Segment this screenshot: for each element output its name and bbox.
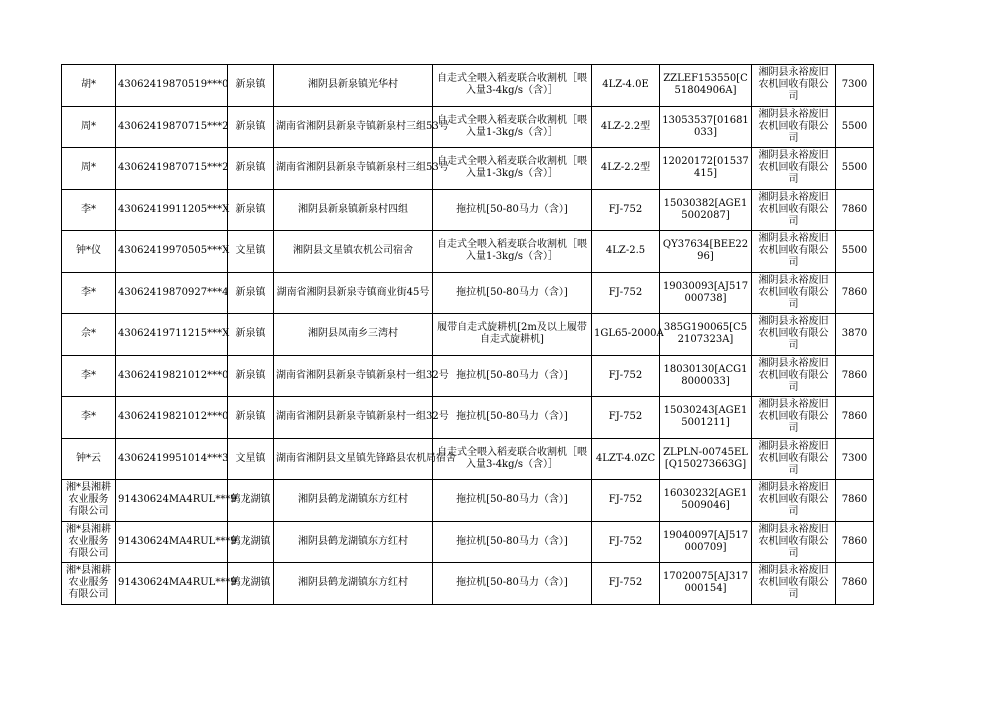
cell-serial-number: 13053537[01681033] [660,106,752,148]
cell-amount: 7860 [836,189,874,231]
cell-town: 新泉镇 [228,355,274,397]
cell-id-number: 43062419911205***X [116,189,228,231]
cell-address: 湖南省湘阴县新泉寺镇新泉村一组32号 [274,355,433,397]
cell-amount: 7860 [836,355,874,397]
cell-name: 李* [62,272,116,314]
cell-machine-type: 自走式全喂入稻麦联合收割机［喂入量1-3kg/s（含）］ [433,231,592,273]
cell-model: FJ-752 [592,272,660,314]
cell-amount: 3870 [836,314,874,356]
cell-recycler: 湘阴县永裕废旧农机回收有限公司 [752,65,836,107]
cell-id-number: 43062419870519***0 [116,65,228,107]
cell-id-number: 43062419821012***0 [116,397,228,439]
cell-town: 文星镇 [228,231,274,273]
cell-recycler: 湘阴县永裕废旧农机回收有限公司 [752,438,836,480]
cell-name: 钟*仪 [62,231,116,273]
table-row [62,397,874,439]
table-row [62,563,874,605]
cell-amount: 7860 [836,397,874,439]
cell-serial-number: 19040097[AJ517000709] [660,521,752,563]
cell-machine-type: 拖拉机[50-80马力（含）] [433,397,592,439]
cell-recycler: 湘阴县永裕废旧农机回收有限公司 [752,106,836,148]
table-row [62,106,874,148]
cell-serial-number: 17020075[AJ317000154] [660,563,752,605]
cell-serial-number: ZZLEF153550[C51804906A] [660,65,752,107]
recycling-table [61,64,874,605]
cell-address: 湘阴县新泉镇光华村 [274,65,433,107]
cell-amount: 7860 [836,480,874,522]
cell-recycler: 湘阴县永裕废旧农机回收有限公司 [752,397,836,439]
cell-amount: 7300 [836,65,874,107]
cell-town: 新泉镇 [228,272,274,314]
cell-serial-number: 385G190065[C52107323A] [660,314,752,356]
cell-address: 湖南省湘阴县文星镇先锋路县农机局宿舍 [274,438,433,480]
cell-address: 湘阴县鹤龙湖镇东方红村 [274,521,433,563]
cell-recycler: 湘阴县永裕废旧农机回收有限公司 [752,148,836,190]
cell-id-number: 43062419821012***0 [116,355,228,397]
cell-machine-type: 自走式全喂入稻麦联合收割机［喂入量1-3kg/s（含）］ [433,148,592,190]
cell-amount: 7860 [836,563,874,605]
cell-model: FJ-752 [592,521,660,563]
cell-recycler: 湘阴县永裕废旧农机回收有限公司 [752,563,836,605]
cell-name: 周* [62,106,116,148]
cell-address: 湘阴县鹤龙湖镇东方红村 [274,480,433,522]
cell-serial-number: 15030382[AGE15002087] [660,189,752,231]
cell-recycler: 湘阴县永裕废旧农机回收有限公司 [752,272,836,314]
cell-name: 李* [62,355,116,397]
cell-address: 湘阴县凤南乡三湾村 [274,314,433,356]
cell-amount: 7300 [836,438,874,480]
cell-serial-number: ZLPLN-00745EL[Q150273663G] [660,438,752,480]
cell-name: 湘*县湘耕农业服务有限公司 [62,563,116,605]
cell-amount: 5500 [836,106,874,148]
cell-recycler: 湘阴县永裕废旧农机回收有限公司 [752,521,836,563]
table-row [62,231,874,273]
cell-name: 周* [62,148,116,190]
cell-town: 鹤龙湖镇 [228,480,274,522]
cell-model: 4LZT-4.0ZC [592,438,660,480]
cell-serial-number: 15030243[AGE15001211] [660,397,752,439]
cell-amount: 5500 [836,148,874,190]
cell-town: 新泉镇 [228,189,274,231]
table-body [62,65,874,605]
cell-model: FJ-752 [592,189,660,231]
cell-machine-type: 拖拉机[50-80马力（含）] [433,480,592,522]
table-row [62,438,874,480]
table-row [62,480,874,522]
cell-recycler: 湘阴县永裕废旧农机回收有限公司 [752,231,836,273]
cell-name: 李* [62,397,116,439]
cell-serial-number: QY37634[BEE2296] [660,231,752,273]
cell-address: 湖南省湘阴县新泉寺镇新泉村三组53号 [274,148,433,190]
cell-model: 4LZ-4.0E [592,65,660,107]
cell-id-number: 43062419870927***4 [116,272,228,314]
table-row [62,189,874,231]
cell-machine-type: 自走式全喂入稻麦联合收割机［喂入量1-3kg/s（含）］ [433,106,592,148]
cell-town: 鹤龙湖镇 [228,563,274,605]
cell-name: 湘*县湘耕农业服务有限公司 [62,521,116,563]
cell-town: 文星镇 [228,438,274,480]
cell-amount: 7860 [836,521,874,563]
cell-machine-type: 拖拉机[50-80马力（含）] [433,521,592,563]
cell-machine-type: 拖拉机[50-80马力（含）] [433,563,592,605]
table-row [62,355,874,397]
cell-address: 湖南省湘阴县新泉寺镇商业街45号 [274,272,433,314]
cell-town: 新泉镇 [228,397,274,439]
cell-id-number: 91430624MA4RUL***9 [116,480,228,522]
cell-machine-type: 拖拉机[50-80马力（含）] [433,189,592,231]
cell-machine-type: 自走式全喂入稻麦联合收割机［喂入量3-4kg/s（含）］ [433,65,592,107]
cell-recycler: 湘阴县永裕废旧农机回收有限公司 [752,355,836,397]
cell-town: 新泉镇 [228,314,274,356]
cell-model: FJ-752 [592,355,660,397]
cell-id-number: 43062419951014***3 [116,438,228,480]
cell-model: FJ-752 [592,480,660,522]
cell-amount: 5500 [836,231,874,273]
table-row [62,314,874,356]
cell-address: 湘阴县新泉镇新泉村四组 [274,189,433,231]
table-row [62,65,874,107]
table-row [62,148,874,190]
cell-name: 钟*云 [62,438,116,480]
cell-machine-type: 自走式全喂入稻麦联合收割机［喂入量3-4kg/s（含）］ [433,438,592,480]
cell-machine-type: 拖拉机[50-80马力（含）] [433,272,592,314]
cell-town: 新泉镇 [228,106,274,148]
cell-id-number: 43062419711215***X [116,314,228,356]
cell-recycler: 湘阴县永裕废旧农机回收有限公司 [752,189,836,231]
cell-machine-type: 拖拉机[50-80马力（含）] [433,355,592,397]
cell-serial-number: 16030232[AGE15009046] [660,480,752,522]
cell-serial-number: 18030130[ACG18000033] [660,355,752,397]
cell-town: 新泉镇 [228,148,274,190]
cell-address: 湘阴县鹤龙湖镇东方红村 [274,563,433,605]
cell-machine-type: 履带自走式旋耕机[2m及以上履带自走式旋耕机] [433,314,592,356]
cell-id-number: 43062419870715***2 [116,148,228,190]
cell-serial-number: 19030093[AJ517000738] [660,272,752,314]
cell-name: 李* [62,189,116,231]
cell-id-number: 91430624MA4RUL***9 [116,563,228,605]
table-row [62,521,874,563]
cell-address: 湖南省湘阴县新泉寺镇新泉村一组32号 [274,397,433,439]
cell-recycler: 湘阴县永裕废旧农机回收有限公司 [752,314,836,356]
cell-town: 新泉镇 [228,65,274,107]
cell-model: 4LZ-2.2型 [592,106,660,148]
cell-address: 湖南省湘阴县新泉寺镇新泉村三组53号 [274,106,433,148]
cell-model: FJ-752 [592,563,660,605]
cell-name: 湘*县湘耕农业服务有限公司 [62,480,116,522]
cell-id-number: 91430624MA4RUL***9 [116,521,228,563]
cell-name: 胡* [62,65,116,107]
cell-serial-number: 12020172[01537415] [660,148,752,190]
cell-model: 4LZ-2.2型 [592,148,660,190]
cell-town: 鹤龙湖镇 [228,521,274,563]
table-row [62,272,874,314]
cell-amount: 7860 [836,272,874,314]
cell-recycler: 湘阴县永裕废旧农机回收有限公司 [752,480,836,522]
cell-name: 佘* [62,314,116,356]
cell-address: 湘阴县文星镇农机公司宿舍 [274,231,433,273]
cell-model: 4LZ-2.5 [592,231,660,273]
cell-id-number: 43062419870715***2 [116,106,228,148]
cell-id-number: 43062419970505***X [116,231,228,273]
cell-model: 1GL65-2000A [592,314,660,356]
cell-model: FJ-752 [592,397,660,439]
